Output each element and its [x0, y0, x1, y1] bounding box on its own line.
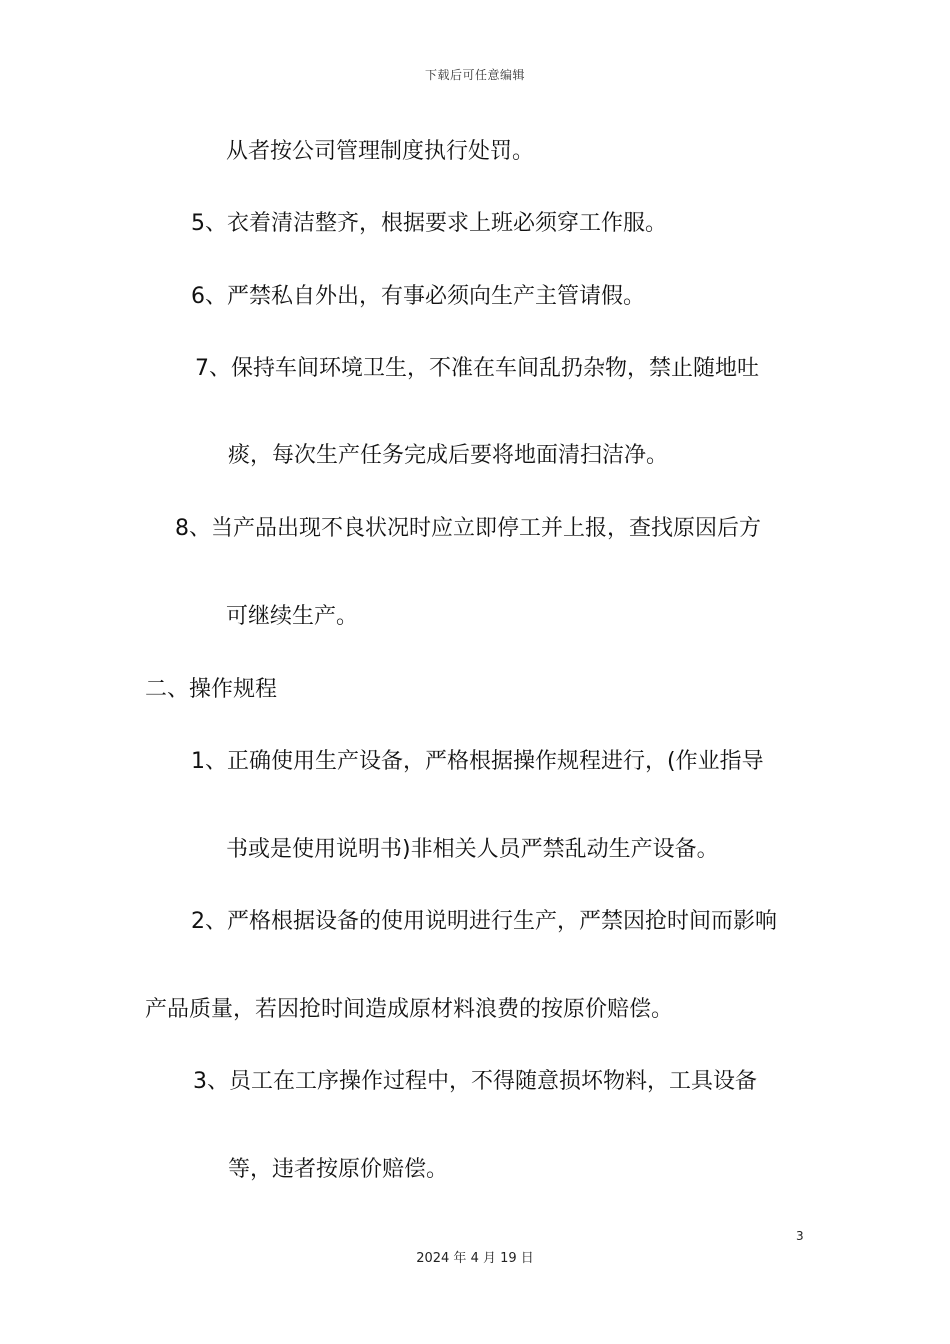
body-line: 痰，每次生产任务完成后要将地面清扫洁净。: [228, 443, 669, 468]
body-line: 3、员工在工序操作过程中，不得随意损坏物料，工具设备: [193, 1069, 757, 1094]
page-header: 下载后可任意编辑: [424, 68, 525, 82]
body-line: 1、正确使用生产设备，严格根据操作规程进行，(作业指导: [191, 749, 764, 774]
body-line: 书或是使用说明书)非相关人员严禁乱动生产设备。: [226, 837, 719, 862]
body-line: 5、衣着清洁整齐，根据要求上班必须穿工作服。: [191, 211, 667, 236]
body-line: 等，违者按原价赔偿。: [228, 1157, 449, 1182]
page-number: 3: [796, 1229, 804, 1243]
body-line: 7、保持车间环境卫生，不准在车间乱扔杂物，禁止随地吐: [195, 356, 759, 381]
body-line: 2、严格根据设备的使用说明进行生产，严禁因抢时间而影响: [191, 909, 777, 934]
body-line: 可继续生产。: [226, 604, 359, 629]
body-line: 产品质量，若因抢时间造成原材料浪费的按原价赔偿。: [145, 997, 674, 1022]
body-line: 8、当产品出现不良状况时应立即停工并上报，查找原因后方: [175, 516, 761, 541]
body-line: 6、严禁私自外出，有事必须向生产主管请假。: [191, 284, 645, 309]
footer-date: 2024 年 4 月 19 日: [416, 1251, 534, 1266]
section-heading: 二、操作规程: [145, 677, 278, 702]
body-line: 从者按公司管理制度执行处罚。: [226, 139, 535, 164]
